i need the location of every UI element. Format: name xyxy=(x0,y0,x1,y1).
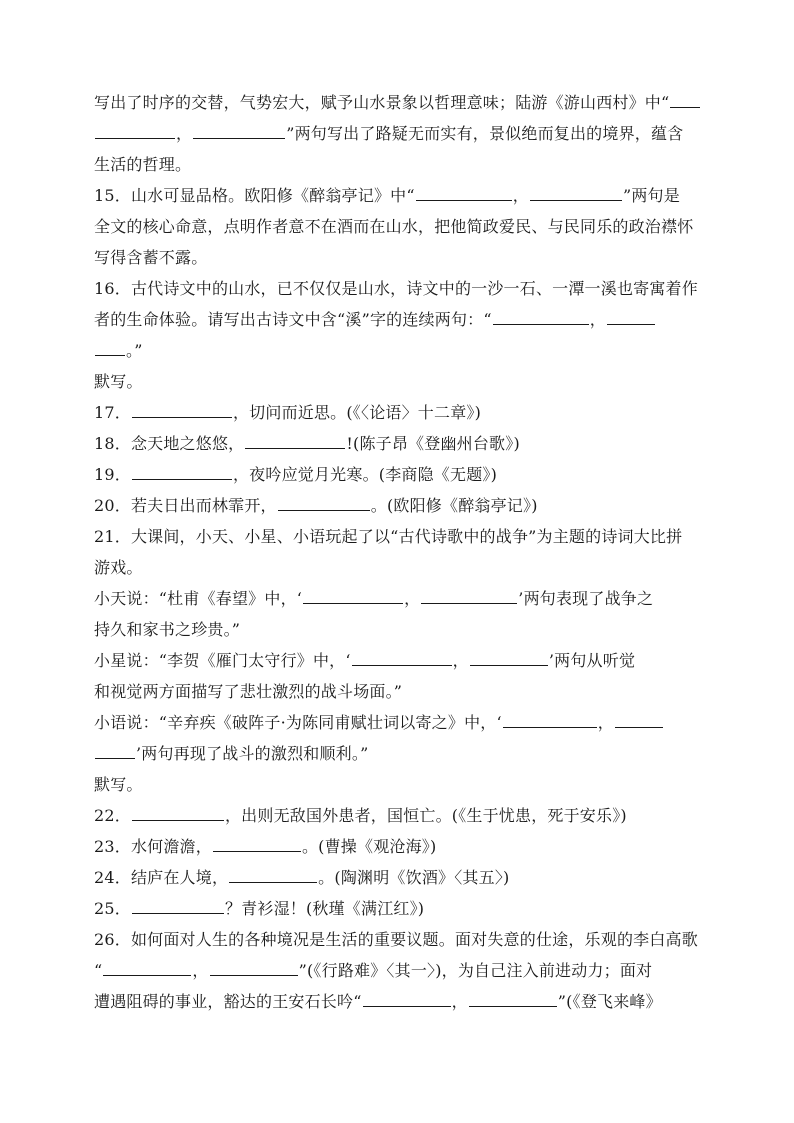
text-segment: 游戏。 xyxy=(94,558,143,577)
text-segment: ， xyxy=(512,186,529,205)
text-segment: ’两句从听觉 xyxy=(548,651,636,670)
text-line xyxy=(94,335,700,366)
answer-blank[interactable] xyxy=(103,974,191,976)
answer-blank[interactable] xyxy=(95,354,125,356)
answer-blank[interactable] xyxy=(503,726,597,728)
text-segment: ，出则无敌国外患者，国恒亡。(《生于忧患，死于安乐》) xyxy=(224,806,627,825)
question-17 xyxy=(94,397,700,428)
text-line xyxy=(94,676,700,707)
text-segment: ， xyxy=(451,992,468,1011)
text-segment: 24．结庐在人境， xyxy=(94,868,229,887)
text-segment: ”(《登飞来峰》 xyxy=(557,992,662,1011)
text-segment: 21．大课间，小天、小星、小语玩起了以“古代诗歌中的战争”为主题的诗词大比拼 xyxy=(94,527,683,546)
answer-blank[interactable] xyxy=(132,819,224,821)
question-25 xyxy=(94,893,700,924)
text-segment: ”(《行路难》〈其一〉)，为自己注入前进动力；面对 xyxy=(298,961,653,980)
text-segment: 全文的核心命意，点明作者意不在酒而在山水，把他简政爱民、与民同乐的政治襟怀 xyxy=(94,217,694,236)
answer-blank[interactable] xyxy=(278,509,370,511)
answer-blank[interactable] xyxy=(670,106,700,108)
text-segment: ？青衫湿！(秋瑾《满江红》) xyxy=(224,899,425,918)
text-segment: ”两句写出了路疑无而实有，景似绝而复出的境界，蕴含 xyxy=(286,124,684,143)
text-segment: ， xyxy=(176,124,193,143)
text-line xyxy=(94,211,700,242)
question-20 xyxy=(94,490,700,521)
question-18 xyxy=(94,428,700,459)
answer-blank[interactable] xyxy=(132,478,232,480)
text-segment: 19． xyxy=(94,465,131,484)
text-segment: 16．古代诗文中的山水，已不仅仅是山水，诗文中的一沙一石、一潭一溪也寄寓着作 xyxy=(94,279,698,298)
text-segment: 和视觉两方面描写了悲壮激烈的战斗场面。” xyxy=(94,682,403,701)
text-segment: 26．如何面对人生的各种境况是生活的重要议题。面对失意的仕途，乐观的李白高歌 xyxy=(94,930,698,949)
text-segment: 写出了时序的交替，气势宏大，赋予山水景象以哲理意味；陆游《游山西村》中“ xyxy=(94,93,670,112)
question-24 xyxy=(94,862,700,893)
text-segment: 18．念天地之悠悠， xyxy=(94,434,245,453)
answer-blank[interactable] xyxy=(95,757,135,759)
section-heading xyxy=(94,366,700,397)
text-segment: 15．山水可显品格。欧阳修《醉翁亭记》中“ xyxy=(94,186,415,205)
text-segment: ， xyxy=(589,310,606,329)
answer-blank[interactable] xyxy=(210,974,298,976)
text-line xyxy=(94,955,700,986)
text-segment: 。(陶渊明《饮酒》〈其五〉) xyxy=(318,868,510,887)
text-segment: ， xyxy=(452,651,469,670)
answer-blank[interactable] xyxy=(132,416,232,418)
text-segment: 。” xyxy=(126,341,143,360)
text-segment: 20．若夫日出而林霏开， xyxy=(94,496,277,515)
text-line xyxy=(94,645,700,676)
text-segment: 17． xyxy=(94,403,131,422)
text-line xyxy=(94,149,700,180)
answer-blank[interactable] xyxy=(607,323,655,325)
text-segment: ， xyxy=(597,713,614,732)
answer-blank[interactable] xyxy=(229,881,317,883)
text-segment: 小星说：“李贺《雁门太守行》中，‘ xyxy=(94,651,351,670)
question-21 xyxy=(94,521,700,552)
answer-blank[interactable] xyxy=(193,137,285,139)
question-16 xyxy=(94,273,700,304)
question-23 xyxy=(94,831,700,862)
text-line xyxy=(94,552,700,583)
answer-blank[interactable] xyxy=(470,664,548,666)
answer-blank[interactable] xyxy=(213,850,301,852)
text-segment: 。(欧阳修《醉翁亭记》) xyxy=(370,496,538,515)
text-segment: 小天说：“杜甫《春望》中，‘ xyxy=(94,589,303,608)
section-heading xyxy=(94,769,700,800)
text-segment: “ xyxy=(94,961,103,980)
answer-blank[interactable] xyxy=(363,1005,451,1007)
answer-blank[interactable] xyxy=(530,199,622,201)
text-segment: 生活的哲理。 xyxy=(94,155,192,174)
text-segment: 默写。 xyxy=(94,372,143,391)
text-segment: 。(曹操《观沧海》) xyxy=(301,837,437,856)
text-line xyxy=(94,304,700,335)
answer-blank[interactable] xyxy=(95,137,175,139)
answer-blank[interactable] xyxy=(416,199,512,201)
text-segment: 默写。 xyxy=(94,775,143,794)
question-19 xyxy=(94,459,700,490)
text-line xyxy=(94,738,700,769)
text-segment: ’两句再现了战斗的激烈和顺利。” xyxy=(136,744,369,763)
document-body xyxy=(94,87,700,1017)
question-26 xyxy=(94,924,700,955)
question-15 xyxy=(94,180,700,211)
text-line xyxy=(94,242,700,273)
answer-blank[interactable] xyxy=(303,602,403,604)
text-segment: 23．水何澹澹， xyxy=(94,837,212,856)
text-segment: 22． xyxy=(94,806,131,825)
answer-blank[interactable] xyxy=(421,602,517,604)
text-segment: 持久和家书之珍贵。” xyxy=(94,620,241,639)
answer-blank[interactable] xyxy=(615,726,663,728)
text-segment: 写得含蓄不露。 xyxy=(94,248,208,267)
text-line xyxy=(94,986,700,1017)
text-segment: ’两句表现了战争之 xyxy=(518,589,654,608)
text-line xyxy=(94,614,700,645)
answer-blank[interactable] xyxy=(493,323,589,325)
text-line xyxy=(94,583,700,614)
text-line xyxy=(94,707,700,738)
answer-blank[interactable] xyxy=(469,1005,557,1007)
text-segment: ，夜吟应觉月光寒。(李商隐《无题》) xyxy=(232,465,498,484)
text-segment: 者的生命体验。请写出古诗文中含“溪”字的连续两句：“ xyxy=(94,310,492,329)
answer-blank[interactable] xyxy=(245,447,345,449)
text-segment: ”两句是 xyxy=(622,186,680,205)
answer-blank[interactable] xyxy=(132,912,224,914)
text-segment: 小语说：“辛弃疾《破阵子·为陈同甫赋壮词以寄之》中，‘ xyxy=(94,713,502,732)
text-segment: ，切问而近思。(《〈论语〉十二章》) xyxy=(232,403,482,422)
answer-blank[interactable] xyxy=(352,664,452,666)
text-segment: ， xyxy=(404,589,421,608)
text-line xyxy=(94,118,700,149)
text-segment: !(陈子昂《登幽州台歌》) xyxy=(346,434,520,453)
text-segment: ， xyxy=(192,961,209,980)
text-segment: 遭遇阻碍的事业，豁达的王安石长吟“ xyxy=(94,992,362,1011)
question-22 xyxy=(94,800,700,831)
text-segment: 25． xyxy=(94,899,131,918)
text-line xyxy=(94,87,700,118)
